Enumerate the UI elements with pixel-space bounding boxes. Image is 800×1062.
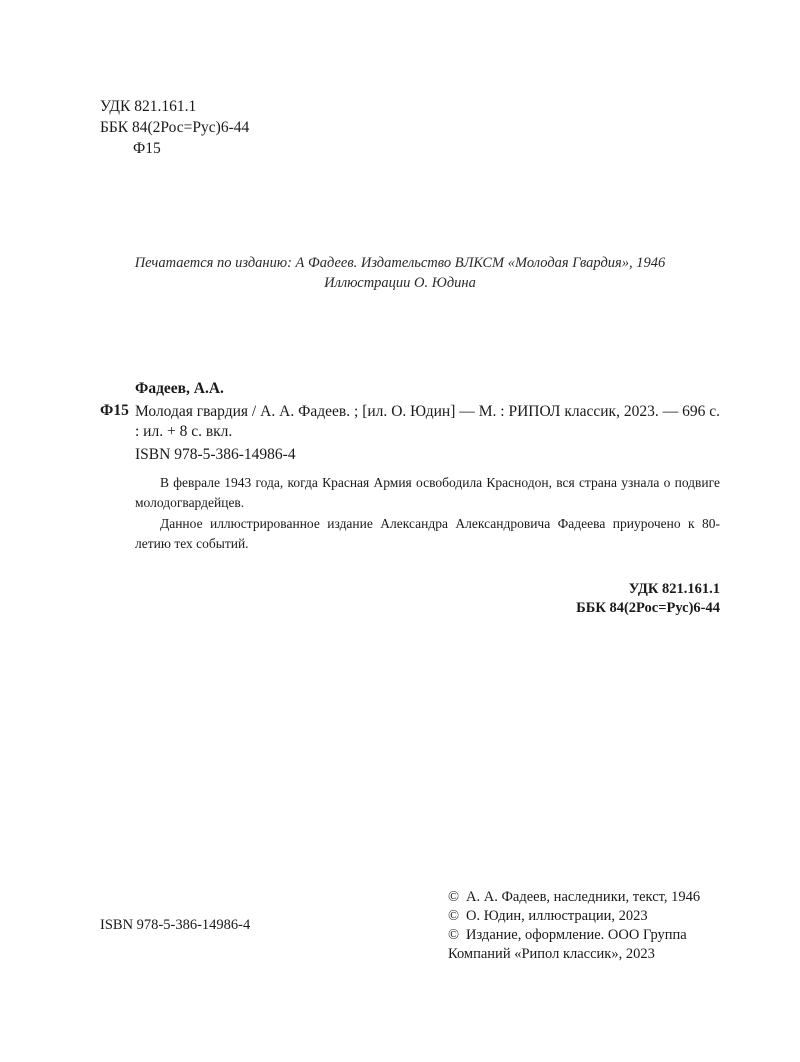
catalog-udk: УДК 821.161.1 <box>628 581 720 597</box>
copyright-line <box>448 925 687 945</box>
catalog-bbk: ББК 84(2Рос=Рус)6-44 <box>576 600 720 616</box>
copyright-icon: © <box>448 908 460 924</box>
catalog-author-code: Ф15 <box>100 402 129 419</box>
bibliographic-description: Молодая гвардия / А. А. Фадеев. ; [ил. О. Юдин] — М. : РИПОЛ классик, 2023. — 696 с. : ил. + 8 с. вкл. <box>135 403 720 440</box>
edition-source-note: Печатается по изданию: А Фадеев. Издательство ВЛКСМ «Молодая Гвардия», 1946 <box>134 255 666 271</box>
copyright-text: Издание, оформление. ООО Группа <box>466 927 687 943</box>
catalog-isbn: ISBN 978-5-386-14986-4 <box>135 446 296 463</box>
author-code: Ф15 <box>133 140 161 157</box>
annotation-paragraph-2: Данное иллюстрированное издание Александра Александровича Фадеева приурочено к 80-летию тех событий. <box>135 516 720 551</box>
footer-isbn: ISBN 978-5-386-14986-4 <box>100 917 251 933</box>
copyright-continuation: Компаний «Рипол классик», 2023 <box>448 946 655 962</box>
annotation-paragraph-1: В феврале 1943 года, когда Красная Армия освободила Краснодон, вся страна узнала о подвиге молодогвардейцев. <box>135 475 720 510</box>
udk-code: УДК 821.161.1 <box>100 98 197 115</box>
illustrator-note: Иллюстрации О. Юдина <box>324 275 476 291</box>
copyright-text: А. А. Фадеев, наследники, текст, 1946 <box>466 889 701 905</box>
copyright-line <box>448 906 648 926</box>
copyright-icon: © <box>448 927 460 943</box>
copyright-text: О. Юдин, иллюстрации, 2023 <box>466 908 648 924</box>
copyright-icon: © <box>448 889 460 905</box>
catalog-author: Фадеев, А.А. <box>135 380 224 397</box>
bbk-code: ББК 84(2Рос=Рус)6-44 <box>100 119 250 136</box>
copyright-line <box>448 887 700 907</box>
